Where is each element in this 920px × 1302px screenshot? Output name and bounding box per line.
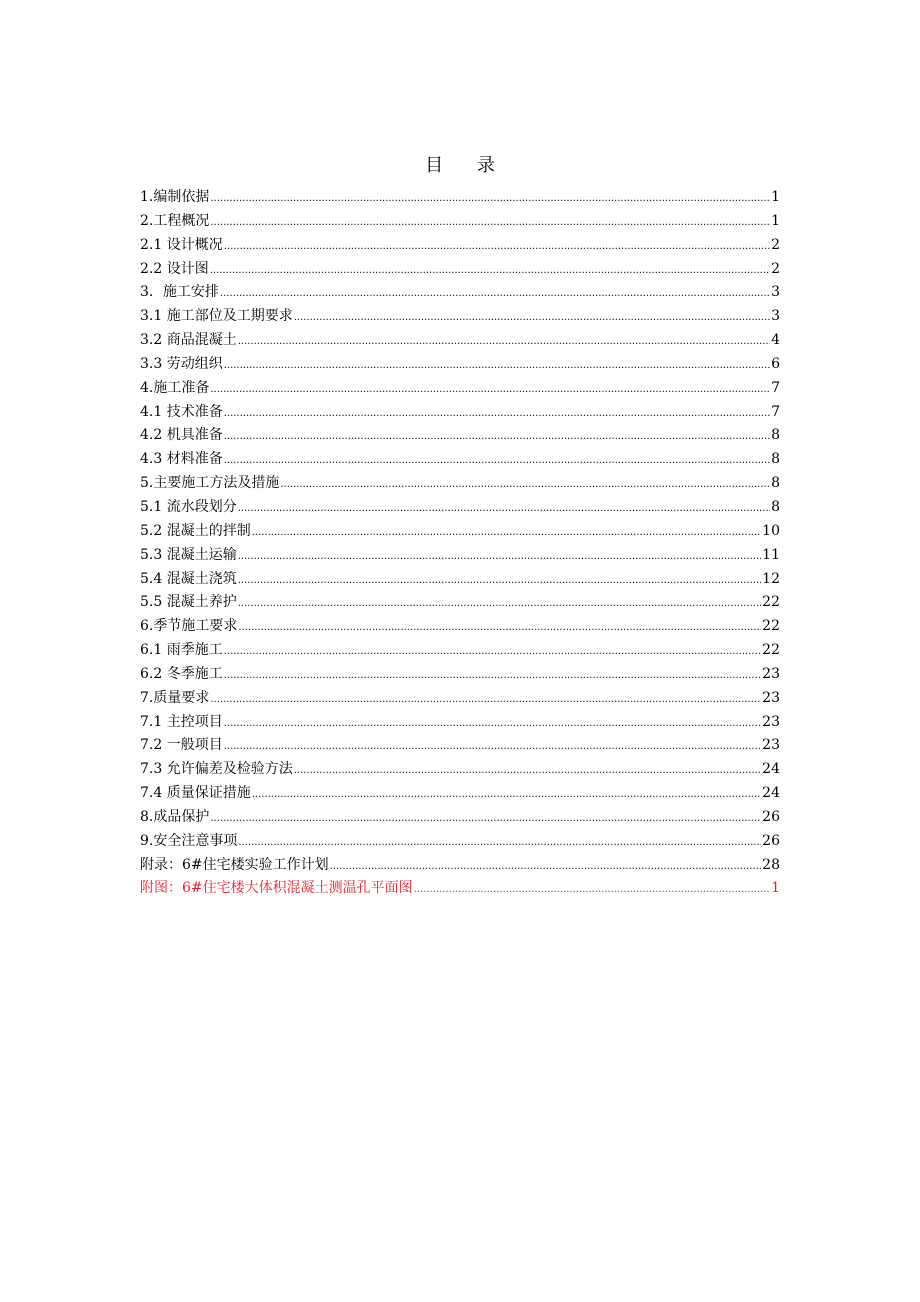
toc-entry-page-number: 7: [771, 379, 780, 396]
toc-dot-leader: [224, 235, 770, 258]
toc-dot-leader: [224, 354, 770, 377]
toc-entry[interactable]: [140, 234, 780, 258]
toc-entry[interactable]: [140, 877, 780, 901]
toc-entry[interactable]: [140, 281, 780, 305]
toc-entry[interactable]: [140, 329, 780, 353]
toc-entry-page-number: 6: [771, 355, 780, 372]
toc-entry-page-number: 23: [762, 713, 780, 730]
toc-entry-label: 附图：6#住宅楼大体积混凝土测温孔平面图: [140, 880, 413, 897]
toc-entry-page-number: 22: [762, 642, 780, 659]
toc-entry-label: 7.质量要求: [140, 689, 210, 706]
toc-entry-label: 6.1 雨季施工: [140, 642, 223, 659]
toc-entry-label: 3．施工安排: [140, 284, 219, 301]
toc-dot-leader: [224, 640, 761, 663]
toc-entry-page-number: 8: [771, 427, 780, 444]
toc-entry[interactable]: [140, 734, 780, 758]
toc-entry-label: 7.1 主控项目: [140, 713, 223, 730]
toc-entry-label: 2.2 设计图: [140, 260, 209, 277]
toc-entry-page-number: 8: [771, 475, 780, 492]
toc-dot-leader: [210, 807, 761, 830]
toc-dot-leader: [252, 783, 761, 806]
toc-entry-page-number: 11: [762, 546, 780, 563]
toc-entry-page-number: 1: [771, 880, 780, 897]
toc-dot-leader: [294, 306, 770, 329]
toc-entry-label: 4.施工准备: [140, 379, 210, 396]
toc-entry-label: 5.1 流水段划分: [140, 498, 237, 515]
toc-dot-leader: [210, 187, 770, 210]
toc-entry[interactable]: [140, 758, 780, 782]
toc-entry-page-number: 23: [762, 665, 780, 682]
toc-entry-label: 4.1 技术准备: [140, 403, 223, 420]
toc-dot-leader: [280, 473, 770, 496]
toc-entry[interactable]: [140, 186, 780, 210]
toc-entry-label: 3.1 施工部位及工期要求: [140, 308, 293, 325]
toc-entry-label: 5.5 混凝土养护: [140, 594, 237, 611]
toc-entry-page-number: 12: [762, 570, 780, 587]
toc-entry[interactable]: [140, 210, 780, 234]
toc-dot-leader: [224, 712, 761, 735]
toc-entry[interactable]: [140, 782, 780, 806]
toc-entry-page-number: 3: [771, 284, 780, 301]
toc-entry-label: 5.2 混凝土的拌制: [140, 522, 251, 539]
toc-entry-page-number: 23: [762, 737, 780, 754]
toc-entry[interactable]: [140, 496, 780, 520]
toc-dot-leader: [224, 449, 770, 472]
toc-entry-page-number: 2: [771, 260, 780, 277]
toc-entry-page-number: 10: [762, 522, 780, 539]
toc-entry-label: 5.主要施工方法及措施: [140, 475, 280, 492]
toc-entry-label: 3.2 商品混凝土: [140, 332, 237, 349]
toc-entry-page-number: 7: [771, 403, 780, 420]
toc-dot-leader: [224, 664, 761, 687]
toc-entry[interactable]: [140, 830, 780, 854]
toc-dot-leader: [224, 425, 770, 448]
table-of-contents: [140, 186, 780, 901]
toc-entry[interactable]: [140, 544, 780, 568]
toc-entry-label: 附录：6#住宅楼实验工作计划: [140, 856, 329, 873]
toc-dot-leader: [220, 282, 770, 305]
toc-entry[interactable]: [140, 377, 780, 401]
toc-entry[interactable]: [140, 854, 780, 878]
toc-dot-leader: [210, 378, 770, 401]
toc-entry-page-number: 2: [771, 236, 780, 253]
toc-entry[interactable]: [140, 353, 780, 377]
toc-title: 目 录: [425, 155, 509, 176]
toc-entry[interactable]: [140, 401, 780, 425]
toc-entry-label: 9.安全注意事项: [140, 832, 238, 849]
toc-dot-leader: [294, 759, 761, 782]
toc-entry-label: 6.2 冬季施工: [140, 665, 223, 682]
toc-dot-leader: [210, 259, 770, 282]
toc-entry-page-number: 8: [771, 451, 780, 468]
toc-entry-label: 3.3 劳动组织: [140, 355, 223, 372]
toc-entry-page-number: 26: [762, 808, 780, 825]
toc-entry-label: 1.编制依据: [140, 189, 210, 205]
toc-dot-leader: [414, 878, 770, 901]
toc-dot-leader: [238, 592, 761, 615]
toc-entry[interactable]: [140, 806, 780, 830]
toc-dot-leader: [238, 545, 761, 568]
toc-entry[interactable]: [140, 711, 780, 735]
toc-entry-label: 2.1 设计概况: [140, 236, 223, 253]
toc-entry-page-number: 1: [771, 212, 780, 229]
toc-entry-page-number: 26: [762, 832, 780, 849]
toc-entry-page-number: 1: [771, 189, 780, 205]
toc-entry-label: 7.4 质量保证措施: [140, 785, 251, 802]
toc-dot-leader: [210, 211, 770, 234]
toc-entry-label: 5.4 混凝土浇筑: [140, 570, 237, 587]
toc-entry[interactable]: [140, 448, 780, 472]
toc-entry-label: 6.季节施工要求: [140, 618, 238, 635]
toc-entry-page-number: 8: [771, 498, 780, 515]
toc-entry-label: 4.3 材料准备: [140, 451, 223, 468]
toc-dot-leader: [224, 735, 761, 758]
toc-entry[interactable]: [140, 258, 780, 282]
toc-entry[interactable]: [140, 472, 780, 496]
toc-dot-leader: [252, 521, 761, 544]
toc-entry-label: 2.工程概况: [140, 212, 210, 229]
toc-entry[interactable]: [140, 687, 780, 711]
toc-entry-page-number: 4: [771, 332, 780, 349]
toc-entry[interactable]: [140, 663, 780, 687]
toc-entry[interactable]: [140, 305, 780, 329]
toc-entry-label: 5.3 混凝土运输: [140, 546, 237, 563]
toc-entry-page-number: 3: [771, 308, 780, 325]
toc-dot-leader: [238, 497, 770, 520]
toc-entry[interactable]: [140, 639, 780, 663]
toc-entry-page-number: 22: [762, 618, 780, 635]
toc-entry-page-number: 24: [762, 785, 780, 802]
toc-entry-page-number: 23: [762, 689, 780, 706]
toc-entry-label: 8.成品保护: [140, 808, 210, 825]
toc-entry[interactable]: [140, 615, 780, 639]
toc-dot-leader: [330, 855, 762, 878]
toc-entry[interactable]: [140, 424, 780, 448]
toc-dot-leader: [238, 569, 761, 592]
toc-dot-leader: [238, 616, 761, 639]
toc-entry[interactable]: [140, 568, 780, 592]
toc-entry[interactable]: [140, 520, 780, 544]
toc-dot-leader: [238, 831, 761, 854]
toc-entry[interactable]: [140, 591, 780, 615]
toc-entry-label: 7.2 一般项目: [140, 737, 223, 754]
toc-entry-label: 4.2 机具准备: [140, 427, 223, 444]
toc-dot-leader: [210, 688, 761, 711]
toc-entry-label: 7.3 允许偏差及检验方法: [140, 761, 293, 778]
toc-entry-page-number: 22: [762, 594, 780, 611]
toc-entry-page-number: 28: [762, 856, 780, 873]
toc-dot-leader: [238, 330, 770, 353]
toc-dot-leader: [224, 402, 770, 425]
toc-entry-page-number: 24: [762, 761, 780, 778]
